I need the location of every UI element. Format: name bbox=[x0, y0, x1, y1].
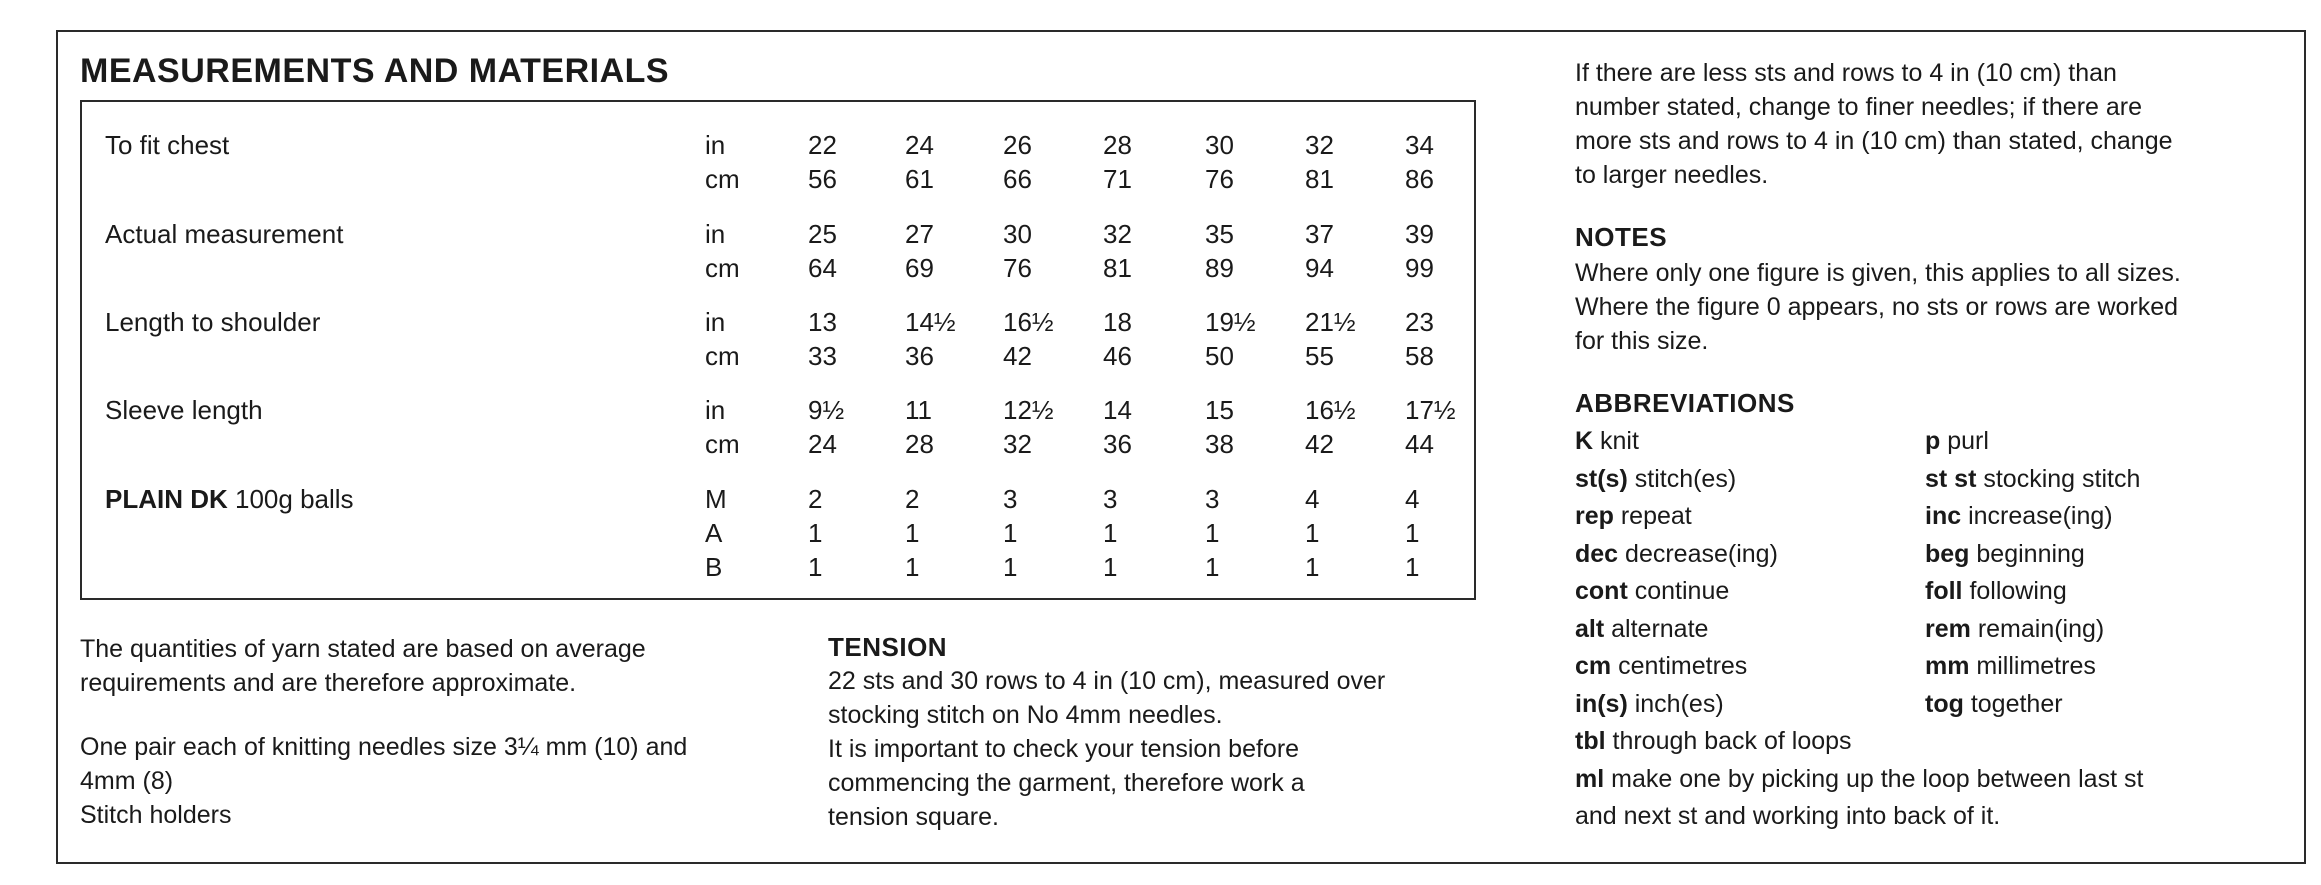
abbreviation-meaning: following bbox=[1962, 577, 2067, 605]
abbreviation-item bbox=[1575, 649, 1747, 683]
row-label-text: Actual measurement bbox=[105, 219, 344, 249]
abbreviation-meaning: together bbox=[1963, 689, 2063, 718]
size-value: 76 bbox=[1205, 164, 1234, 194]
tension-line: commencing the garment, therefore work a bbox=[828, 769, 1305, 797]
size-value: 33 bbox=[808, 341, 837, 371]
abbreviation-item bbox=[1575, 462, 1736, 496]
tension-heading: TENSION bbox=[828, 632, 948, 662]
size-value: 4 bbox=[1405, 484, 1420, 514]
page-title: MEASUREMENTS AND MATERIALS bbox=[80, 52, 670, 90]
size-value: 30 bbox=[1205, 130, 1234, 160]
size-value: 61 bbox=[905, 164, 934, 194]
row-label-bold: PLAIN DK bbox=[105, 484, 228, 514]
size-value: 17½ bbox=[1405, 395, 1456, 425]
abbreviation-term: tog bbox=[1925, 689, 1964, 718]
size-value: 1 bbox=[808, 552, 823, 582]
tension-text bbox=[828, 664, 1508, 834]
abbreviation-meaning: through back of loops bbox=[1605, 727, 1852, 755]
abbreviation-term: dec bbox=[1575, 539, 1619, 568]
size-value: 46 bbox=[1103, 341, 1132, 371]
unit-label: in bbox=[705, 219, 726, 249]
size-value: 14½ bbox=[905, 307, 956, 337]
size-value: 42 bbox=[1305, 429, 1334, 459]
size-value: 1 bbox=[1103, 552, 1118, 582]
tension-adjust-line: number stated, change to finer needles; if there are bbox=[1575, 93, 2143, 121]
sizes-table bbox=[80, 100, 1476, 600]
stitch-holders-line: Stitch holders bbox=[80, 801, 232, 829]
abbreviation-term: foll bbox=[1925, 577, 1963, 605]
abbreviation-meaning: beginning bbox=[1969, 539, 2085, 568]
size-value: 9½ bbox=[808, 395, 845, 425]
notes-line: Where only one figure is given, this applies to all sizes. bbox=[1575, 259, 2181, 287]
size-value: 2 bbox=[808, 484, 823, 514]
size-value: 24 bbox=[808, 429, 837, 459]
size-value: 76 bbox=[1003, 253, 1032, 283]
size-value: 81 bbox=[1305, 164, 1334, 194]
abbreviation-term: cont bbox=[1575, 577, 1628, 605]
notes-line: Where the figure 0 appears, no sts or rows are worked bbox=[1575, 293, 2179, 321]
tension-line: 22 sts and 30 rows to 4 in (10 cm), measured over bbox=[828, 667, 1386, 695]
size-value: 26 bbox=[1003, 130, 1032, 160]
abbreviation-meaning: repeat bbox=[1613, 502, 1692, 530]
size-value: 36 bbox=[1103, 429, 1132, 459]
size-value: 58 bbox=[1405, 341, 1434, 371]
unit-label: B bbox=[705, 552, 723, 582]
abbreviation-meaning: centimetres bbox=[1611, 652, 1748, 680]
notes-heading: NOTES bbox=[1575, 222, 1668, 252]
abbreviation-item bbox=[1575, 424, 1639, 458]
abbreviation-item bbox=[1925, 649, 2096, 683]
size-value: 28 bbox=[1103, 130, 1132, 160]
size-value: 1 bbox=[1205, 552, 1220, 582]
row-label-text: Sleeve length bbox=[105, 395, 263, 425]
size-value: 64 bbox=[808, 253, 837, 283]
abbreviation-meaning: remain(ing) bbox=[1970, 614, 2105, 643]
size-value: 1 bbox=[1003, 552, 1018, 582]
row-label bbox=[105, 482, 354, 516]
abbreviation-item bbox=[1925, 537, 2085, 571]
size-value: 28 bbox=[905, 429, 934, 459]
size-value: 21½ bbox=[1305, 307, 1356, 337]
size-value: 23 bbox=[1405, 307, 1434, 337]
size-value: 1 bbox=[1205, 518, 1220, 548]
tension-adjust-line: to larger needles. bbox=[1575, 161, 1769, 189]
abbreviation-term: in(s) bbox=[1575, 689, 1628, 718]
size-value: 1 bbox=[1305, 552, 1320, 582]
tension-line: It is important to check your tension before bbox=[828, 735, 1300, 763]
tension-adjust-line: more sts and rows to 4 in (10 cm) than stated, change bbox=[1575, 127, 2173, 155]
size-value: 4 bbox=[1305, 484, 1320, 514]
row-label bbox=[105, 305, 320, 339]
abbreviation-meaning: purl bbox=[1940, 427, 1989, 455]
abbreviation-item bbox=[1925, 499, 2113, 533]
size-value: 3 bbox=[1205, 484, 1220, 514]
size-value: 89 bbox=[1205, 253, 1234, 283]
abbreviation-term: st(s) bbox=[1575, 464, 1628, 493]
size-value: 19½ bbox=[1205, 307, 1256, 337]
yarn-note-text: The quantities of yarn stated are based on average requirements and are therefore approximate. bbox=[80, 635, 646, 697]
unit-label: M bbox=[705, 484, 727, 514]
size-value: 32 bbox=[1103, 219, 1132, 249]
unit-label: A bbox=[705, 518, 723, 548]
abbreviation-item bbox=[1925, 612, 2104, 646]
size-value: 42 bbox=[1003, 341, 1032, 371]
size-value: 32 bbox=[1305, 130, 1334, 160]
size-value: 27 bbox=[905, 219, 934, 249]
abbreviation-term: inc bbox=[1925, 502, 1962, 530]
abbreviation-meaning: knit bbox=[1593, 427, 1639, 455]
row-label bbox=[105, 128, 229, 162]
size-value: 13 bbox=[808, 307, 837, 337]
needles-line: 4mm (8) bbox=[80, 767, 174, 795]
size-value: 69 bbox=[905, 253, 934, 283]
abbreviation-term: rem bbox=[1925, 614, 1971, 643]
unit-label: cm bbox=[705, 341, 740, 371]
abbreviation-meaning: stitch(es) bbox=[1627, 464, 1737, 493]
size-value: 81 bbox=[1103, 253, 1132, 283]
abbreviation-term: st st bbox=[1925, 464, 1977, 493]
size-value: 38 bbox=[1205, 429, 1234, 459]
row-label-text: Length to shoulder bbox=[105, 307, 321, 337]
size-value: 94 bbox=[1305, 253, 1334, 283]
abbreviation-term: ml bbox=[1575, 764, 1605, 793]
size-value: 35 bbox=[1205, 219, 1234, 249]
size-value: 18 bbox=[1103, 307, 1132, 337]
size-value: 44 bbox=[1405, 429, 1434, 459]
size-value: 3 bbox=[1103, 484, 1118, 514]
abbreviation-term: p bbox=[1925, 427, 1941, 455]
size-value: 86 bbox=[1405, 164, 1434, 194]
abbreviation-item bbox=[1575, 687, 1724, 721]
needles-line: One pair each of knitting needles size 3¼ mm (10) and bbox=[80, 733, 688, 761]
size-value: 71 bbox=[1103, 164, 1132, 194]
abbreviation-item bbox=[1925, 687, 2063, 721]
unit-label: cm bbox=[705, 164, 740, 194]
tension-adjust bbox=[1575, 56, 2295, 192]
abbreviation-meaning: increase(ing) bbox=[1961, 502, 2113, 530]
size-value: 12½ bbox=[1003, 395, 1054, 425]
size-value: 37 bbox=[1305, 219, 1334, 249]
abbreviation-item bbox=[1925, 462, 2140, 496]
abbreviation-meaning: inch(es) bbox=[1627, 689, 1724, 718]
abbreviation-continuation: and next st and working into back of it. bbox=[1575, 802, 2001, 830]
unit-label: in bbox=[705, 395, 726, 425]
abbreviation-item bbox=[1575, 574, 1729, 608]
abbreviation-item bbox=[1575, 762, 2143, 796]
abbreviation-term: cm bbox=[1575, 652, 1612, 680]
unit-label: in bbox=[705, 307, 726, 337]
tension-adjust-line: If there are less sts and rows to 4 in (10 cm) than bbox=[1575, 59, 2117, 87]
size-value: 16½ bbox=[1003, 307, 1054, 337]
size-value: 55 bbox=[1305, 341, 1334, 371]
size-value: 66 bbox=[1003, 164, 1032, 194]
size-value: 36 bbox=[905, 341, 934, 371]
size-value: 34 bbox=[1405, 130, 1434, 160]
yarn-note bbox=[80, 632, 780, 700]
size-value: 1 bbox=[1405, 518, 1420, 548]
row-label-text: 100g balls bbox=[227, 484, 354, 514]
abbreviation-item bbox=[1575, 499, 1692, 533]
notes-text bbox=[1575, 256, 2295, 358]
size-value: 14 bbox=[1103, 395, 1132, 425]
abbreviation-term: tbl bbox=[1575, 727, 1606, 755]
size-value: 1 bbox=[1405, 552, 1420, 582]
row-label bbox=[105, 393, 263, 427]
size-value: 16½ bbox=[1305, 395, 1356, 425]
size-value: 2 bbox=[905, 484, 920, 514]
size-value: 99 bbox=[1405, 253, 1434, 283]
row-label-text: To fit chest bbox=[105, 130, 230, 160]
abbreviation-item bbox=[1575, 612, 1708, 646]
tension-line: tension square. bbox=[828, 803, 999, 831]
size-value: 56 bbox=[808, 164, 837, 194]
abbreviation-item bbox=[1925, 424, 1989, 458]
abbreviations-heading: ABBREVIATIONS bbox=[1575, 388, 1795, 418]
abbreviation-term: rep bbox=[1575, 502, 1614, 530]
size-value: 22 bbox=[808, 130, 837, 160]
row-label bbox=[105, 217, 343, 251]
notes-line: for this size. bbox=[1575, 327, 1709, 355]
size-value: 1 bbox=[1103, 518, 1118, 548]
abbreviation-meaning: continue bbox=[1627, 577, 1730, 605]
tension-line: stocking stitch on No 4mm needles. bbox=[828, 701, 1223, 729]
size-value: 25 bbox=[808, 219, 837, 249]
size-value: 30 bbox=[1003, 219, 1032, 249]
abbreviation-meaning: stocking stitch bbox=[1976, 464, 2141, 493]
size-value: 39 bbox=[1405, 219, 1434, 249]
size-value: 1 bbox=[905, 552, 920, 582]
unit-label: cm bbox=[705, 429, 740, 459]
abbreviation-term: beg bbox=[1925, 539, 1970, 568]
abbreviation-term: mm bbox=[1925, 652, 1970, 680]
unit-label: cm bbox=[705, 253, 740, 283]
abbreviation-meaning: millimetres bbox=[1969, 652, 2096, 680]
abbreviation-item bbox=[1925, 574, 2067, 608]
size-value: 1 bbox=[808, 518, 823, 548]
size-value: 50 bbox=[1205, 341, 1234, 371]
abbreviation-meaning: alternate bbox=[1604, 614, 1709, 643]
size-value: 1 bbox=[1305, 518, 1320, 548]
size-value: 15 bbox=[1205, 395, 1234, 425]
abbreviation-term: K bbox=[1575, 427, 1594, 455]
abbreviation-term: alt bbox=[1575, 614, 1605, 643]
unit-label: in bbox=[705, 130, 726, 160]
needles-note bbox=[80, 730, 800, 832]
size-value: 32 bbox=[1003, 429, 1032, 459]
abbreviation-item bbox=[1575, 724, 1852, 758]
abbreviation-meaning: decrease(ing) bbox=[1618, 539, 1778, 568]
abbreviation-meaning: make one by picking up the loop between last st bbox=[1604, 764, 2144, 793]
size-value: 1 bbox=[1003, 518, 1018, 548]
size-value: 24 bbox=[905, 130, 934, 160]
abbreviation-item bbox=[1575, 537, 1778, 571]
size-value: 3 bbox=[1003, 484, 1018, 514]
size-value: 11 bbox=[905, 395, 932, 425]
size-value: 1 bbox=[905, 518, 920, 548]
